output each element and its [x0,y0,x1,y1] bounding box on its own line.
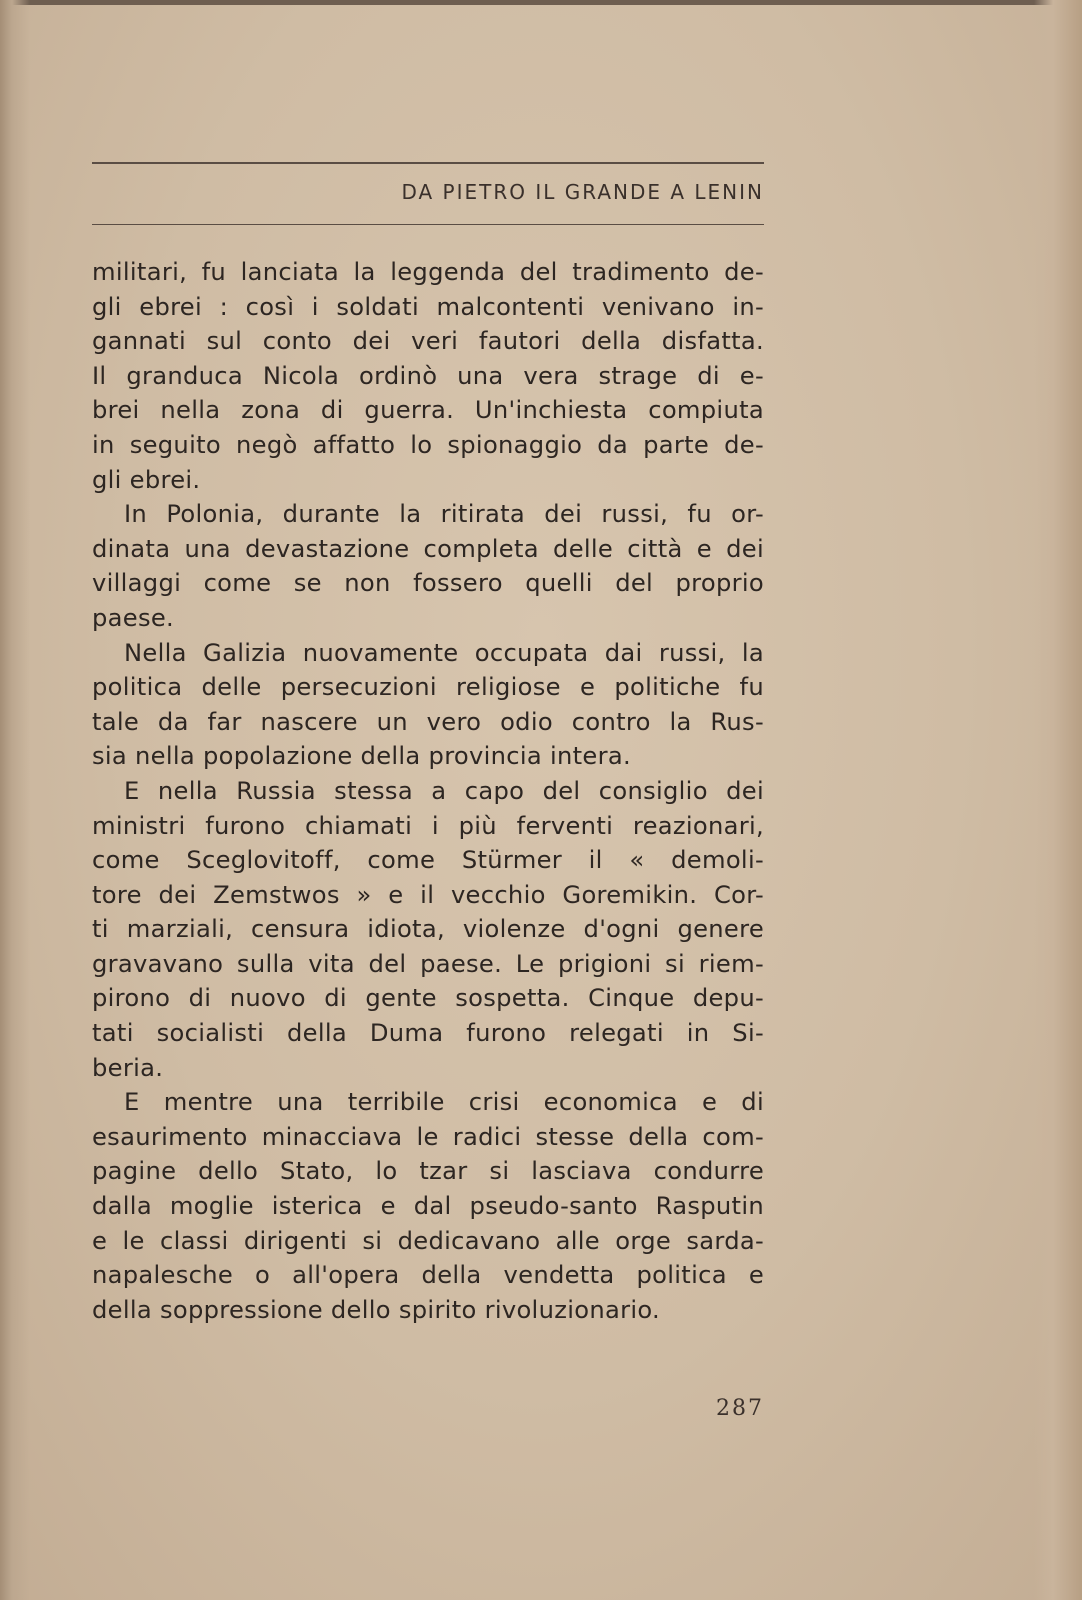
text-line: Il granduca Nicola ordinò una vera strage di e- [92,361,764,390]
text-line: gannati sul conto dei veri fautori della disfatta. [92,327,764,356]
text-line: tore dei Zemstwos » e il vecchio Goremikin. Cor- [92,880,764,909]
text-line: pirono di nuovo di gente sospetta. Cinque depu- [92,984,764,1013]
text-line: come Sceglovitoff, come Stürmer il « demoli- [92,846,764,875]
text-line: in seguito negò affatto lo spionaggio da parte de- [92,430,764,459]
page-number: 287 [716,1396,764,1421]
text-line: napalesche o all'opera della vendetta politica e [92,1261,764,1290]
text-line: ti marziali, censura idiota, violenze d'ogni genere [92,915,764,944]
text-line: E nella Russia stessa a capo del consiglio dei [124,776,764,805]
text-line: gli ebrei. [92,465,201,494]
text-line: politica delle persecuzioni religiose e politiche fu [92,673,764,702]
text-line: paese. [92,603,175,632]
text-line: Nella Galizia nuovamente occupata dai russi, la [124,638,764,667]
header-rule-bottom [92,224,764,225]
text-line: dalla moglie isterica e dal pseudo-santo Rasputin [92,1192,764,1221]
text-line: tale da far nascere un vero odio contro la Rus- [92,707,764,736]
text-line: pagine dello Stato, lo tzar si lasciava condurre [92,1157,764,1186]
text-line: dinata una devastazione completa delle città e dei [92,534,764,563]
text-line: militari, fu lanciata la leggenda del tradimento de- [92,258,764,286]
text-line: gravavano sulla vita del paese. Le prigioni si riem- [92,949,764,978]
running-head: DA PIETRO IL GRANDE A LENIN [401,180,764,204]
text-line: e le classi dirigenti si dedicavano alle orge sarda- [92,1226,764,1255]
text-line: villaggi come se non fossero quelli del proprio [92,569,764,598]
page-top-edge [0,0,1082,5]
text-line: della soppressione dello spirito rivoluzionario. [92,1295,660,1324]
text-line: In Polonia, durante la ritirata dei russi, fu or- [124,500,764,529]
text-line: tati socialisti della Duma furono relegati in Si- [92,1019,764,1048]
text-line: E mentre una terribile crisi economica e di [124,1088,764,1117]
text-line: gli ebrei : così i soldati malcontenti venivano in- [92,292,764,321]
body-text [92,255,764,1327]
header-rule-top [92,162,764,164]
text-line: brei nella zona di guerra. Un'inchiesta compiuta [92,396,764,425]
text-line: esaurimento minacciava le radici stesse della com- [92,1122,764,1151]
text-line: ministri furono chiamati i più ferventi reazionari, [92,811,764,840]
text-line: sia nella popolazione della provincia intera. [92,742,631,771]
page-right-edge [1034,0,1082,1600]
page-left-edge [0,0,30,1600]
text-line: beria. [92,1053,164,1082]
